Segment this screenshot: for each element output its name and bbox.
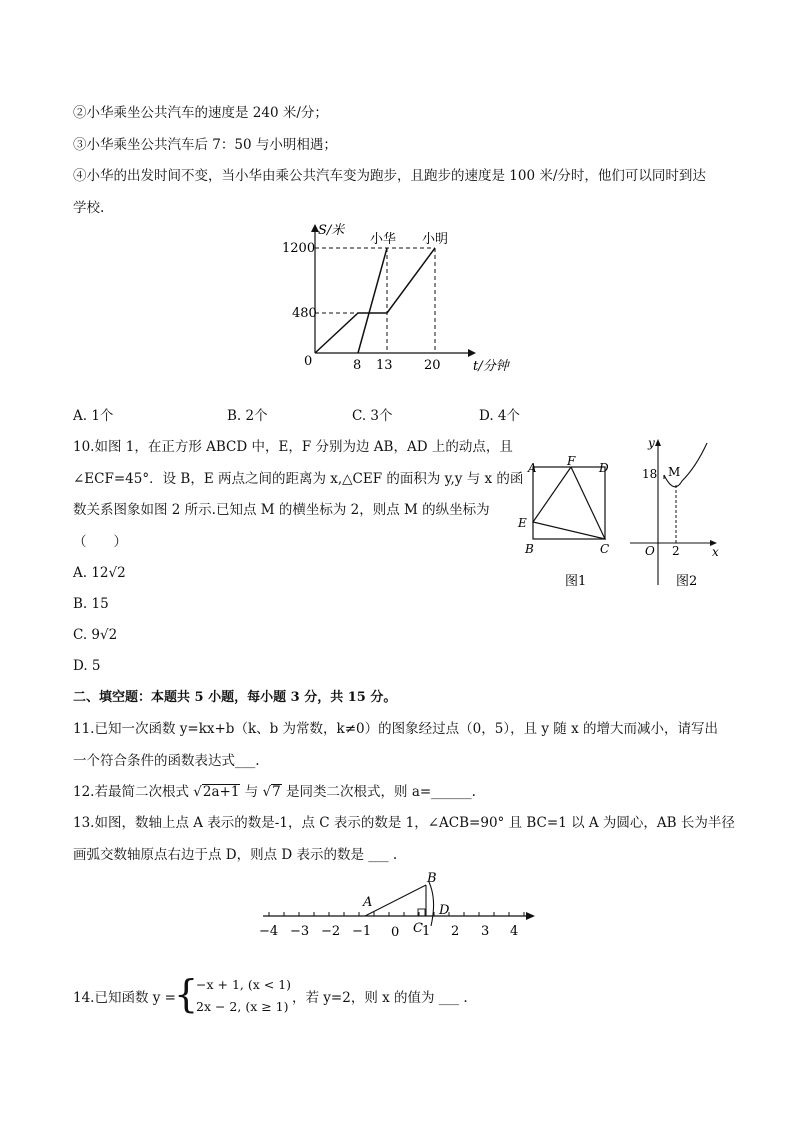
statement-4-line1: ④小华的出发时间不变，当小华由乘公共汽车变为跑步，且跑步的速度是 100 米/分时，他们可以同时到达 (73, 168, 706, 184)
q10-line2: ∠ECF=45°．设 B，E 两点之间的距离为 x,△CEF 的面积为 y,y 与 x 的函 (73, 471, 524, 487)
y-axis-label: S/米 (318, 223, 345, 238)
q10-line1: 10.如图 1，在正方形 ABCD 中，E，F 分别为边 AB，AD 上的动点，且 (73, 439, 513, 455)
tick-4: 4 (510, 924, 519, 939)
statement-4-line2: 学校. (73, 200, 105, 216)
section-2-heading: 二、填空题：本题共 5 小题，每小题 3 分，共 15 分。 (73, 690, 397, 705)
x-tick-8: 8 (353, 358, 362, 373)
q12-post: 是同类二次根式，则 a=______. (286, 784, 476, 800)
q12-pre: 12.若最简二次根式 (73, 784, 189, 800)
option-d: D. 4个 (479, 408, 521, 424)
option-a: A. 1个 (73, 408, 114, 424)
q11-line1: 11.已知一次函数 y=kx+b（k、b 为常数，k≠0）的图象经过点（0，5），且 y 随 x 的增大而减小，请写出 (73, 721, 718, 737)
y-tick-1200: 1200 (282, 241, 316, 256)
q13-line1: 13.如图，数轴上点 A 表示的数是-1，点 C 表示的数是 1，∠ACB=90° 且 BC=1 以 A 为圆心，AB 长为半径 (73, 815, 735, 831)
origin-label: 0 (304, 354, 313, 369)
q13-line2: 画弧交数轴原点右边于点 D，则点 D 表示的数是 ___ . (73, 847, 398, 863)
tick-0: 0 (391, 925, 400, 940)
statement-3: ③小华乘坐公共汽车后 7：50 与小明相遇； (73, 137, 337, 153)
q14-case-1: −x + 1, (x < 1) (196, 977, 292, 992)
fig2-x-label: x (712, 545, 719, 559)
figure-2-caption: 图2 (676, 574, 698, 589)
tick-2: 2 (451, 924, 460, 939)
figure-2-graph (628, 437, 728, 590)
figure-1-square (515, 455, 620, 590)
q14-post: ，若 y=2，则 x 的值为 ___ . (292, 990, 468, 1006)
q12-radicand-1: 2a+1 (202, 784, 240, 800)
q12: 12.若最简二次根式 √2a+1 与 √7 是同类二次根式，则 a=______. (73, 784, 476, 800)
q10-option-b: B. 15 (73, 596, 109, 612)
statement-2: ②小华乘坐公共汽车的速度是 240 米/分； (73, 105, 328, 121)
option-c: C. 3个 (352, 408, 393, 424)
q10-line3: 数关系图象如图 2 所示.已知点 M 的横坐标为 2，则点 M 的纵坐标为 (73, 502, 490, 518)
tick-neg4: −4 (259, 924, 279, 939)
distance-time-graph (282, 218, 530, 383)
label-a: A (528, 461, 537, 475)
q11-line2: 一个符合条件的函数表达式___. (73, 753, 260, 769)
q14-case-2: 2x − 2, (x ≥ 1) (196, 999, 289, 1014)
q12-radicand-2: 7 (272, 784, 281, 800)
q14-pre: 14.已知函数 y = (73, 990, 176, 1006)
option-b: B. 2个 (227, 408, 268, 424)
tick-3: 3 (481, 924, 490, 939)
fig2-point-m: M (668, 465, 681, 479)
q10-line4: （ ） (73, 534, 127, 550)
tick-1: 1 (422, 924, 431, 939)
label-e: E (518, 516, 527, 530)
series-label-xiaohua: 小华 (370, 232, 397, 247)
q14-brace: { (174, 972, 199, 1016)
y-tick-480: 480 (292, 306, 317, 321)
figure-1-caption: 图1 (565, 574, 587, 589)
point-a: A (363, 895, 373, 910)
fig2-tick-2: 2 (672, 544, 680, 558)
tick-neg1: −1 (352, 924, 372, 939)
x-tick-13: 13 (376, 358, 393, 373)
point-c: C (413, 921, 423, 936)
q10-option-c: C. 9√2 (73, 627, 118, 643)
q12-mid: 与 (244, 784, 259, 800)
series-label-xiaoming: 小明 (422, 232, 449, 247)
point-d: D (439, 903, 450, 918)
label-c: C (600, 542, 610, 556)
fig2-y-label: y (648, 436, 655, 450)
fig2-tick-18: 18 (642, 467, 658, 481)
point-b: B (427, 871, 437, 886)
tick-neg3: −3 (290, 924, 310, 939)
label-f: F (567, 454, 576, 468)
q10-option-a: A. 12√2 (73, 565, 126, 581)
label-d: D (599, 461, 609, 475)
x-axis-label: t/分钟 (473, 359, 509, 374)
q10-option-d: D. 5 (73, 658, 101, 674)
x-tick-20: 20 (424, 358, 441, 373)
fig2-origin: O (645, 544, 655, 558)
tick-neg2: −2 (321, 924, 341, 939)
number-line-figure (255, 868, 545, 943)
label-b: B (525, 542, 534, 556)
